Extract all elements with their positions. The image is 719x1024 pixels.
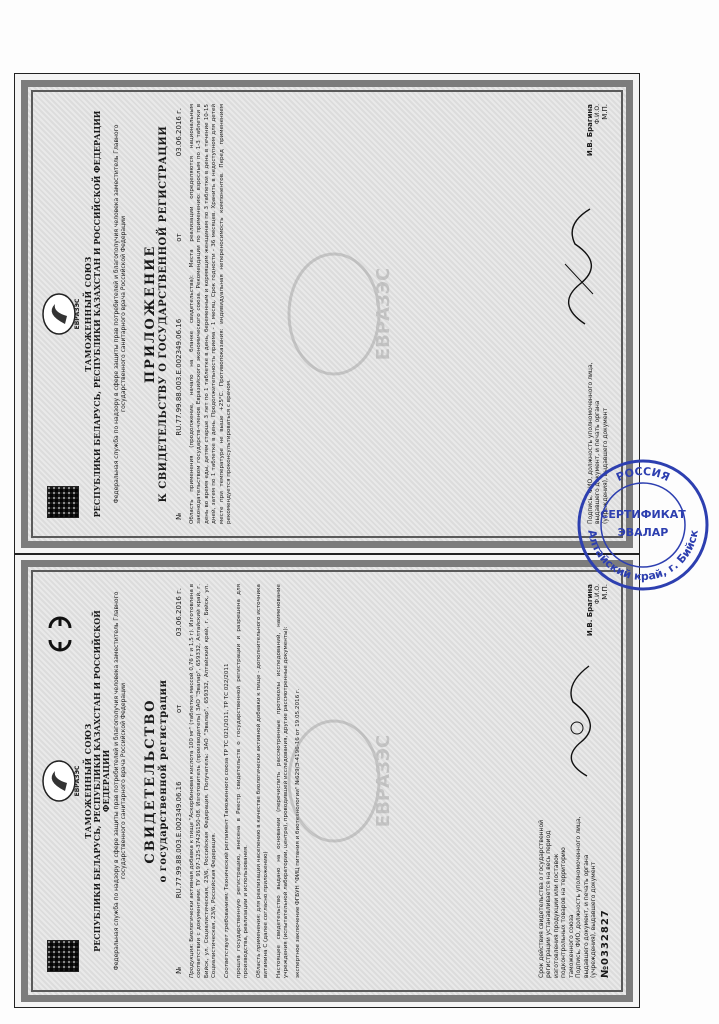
- reg-number: RU.77.99.88.003.E.002349.06.16: [175, 781, 183, 899]
- conformity-text: Технический регламент Таможенного союза ТР ТС 021/2011, ТР ТС 022/2011: [223, 663, 230, 891]
- appendix-certificate: [21, 80, 633, 548]
- basis-text: Настоящее свидетельство выдано на основании (перечислить рассмотренные протоколы исследований, наименование учреждения (испытательной лаборатории, центра), проводившей исследования, другие рассмотренные документы):: [275, 584, 290, 978]
- issuing-service: Федеральная служба по надзору в сфере защиты прав потребителей и благополучия человека заместитель Главного государственного санитарного врача Российской Федерации: [113, 591, 127, 971]
- product-description: Биологически активная добавка к пище "Аскорбиновая кислота 100 мг" (таблетки массой 0,76 г и 1,5 г). Изготовлена в соответствии с документами: ТУ 9197-125-37426150-08. Изготовитель (производитель) ЗАО "Эвалар", 659332, Алтайский край, г. Бийск, ул. Социалистическая, 23/6, Российская Федерация. Получатель: ЗАО "Эвалар", 659332, Алтайский край, г. Бийск, ул. Социалистическая, 23/6, Российская Федерация.: [189, 583, 218, 978]
- member-states: РЕСПУБЛИКИ БЕЛАРУСЬ, РЕСПУБЛИКИ КАЗАХСТАН И РОССИЙСКОЙ ФЕДЕРАЦИИ: [92, 610, 111, 952]
- seal-place: М.П.: [600, 104, 609, 120]
- reg-from: от: [175, 704, 183, 714]
- stamp-top-text: РОССИЯ: [614, 464, 672, 485]
- reg-date: 03.06.2016 г.: [175, 108, 183, 157]
- signer-block: [587, 584, 610, 704]
- reg-number: RU.77.99.88.003.E.002349.06.16: [175, 318, 183, 436]
- signer-name: И.В. Брагина: [585, 104, 594, 157]
- eac-mark-icon: [47, 614, 73, 654]
- product-block: [189, 584, 219, 978]
- document-title: СВИДЕТЕЛЬСТВО: [143, 698, 158, 864]
- validity-text: Срок действия свидетельства о государственной регистрации устанавливается на весь период изготовления продукции или поставок подконтрольных товаров на территорию таможенного союза: [537, 819, 575, 978]
- main-certificate: [21, 560, 633, 1002]
- issuing-service: Федеральная служба по надзору в сфере защиты прав потребителей и благополучия человека заместитель Главного государственного санитарного врача Российской Федерации: [113, 124, 127, 504]
- appendix-page: [31, 90, 623, 538]
- eurasec-emblem-icon: [41, 290, 81, 338]
- signer-block: [587, 104, 610, 224]
- member-states: РЕСПУБЛИКИ БЕЛАРУСЬ, РЕСПУБЛИКИ КАЗАХСТАН И РОССИЙСКОЙ ФЕДЕРАЦИИ: [92, 110, 102, 518]
- reg-from: от: [175, 233, 183, 242]
- page-split-line: [14, 553, 640, 555]
- reg-date: 03.06.2016 г.: [175, 588, 183, 637]
- registration-line: [175, 588, 183, 974]
- qr-code-icon: [47, 940, 79, 972]
- document-title: ПРИЛОЖЕНИЕ: [143, 244, 158, 384]
- conformity-label: Соответствует требованиям:: [223, 891, 230, 978]
- signer-fio-caption: Ф.И.О.: [594, 104, 601, 125]
- union-title: ТАМОЖЕННЫЙ СОЮЗ: [83, 256, 93, 372]
- appendix-body: Область применения (продолжение, начало на бланке свидетельства): Места реализации определяются национальным законодательством государств-членов Евразийского экономического союза. Рекомендации по применению: взрослым по 1-3 таблетки в день во время еды, детям старше 3 лет по 1 таблетке в день, беременным и кормящим женщинам по 3 таблетки в день в течение 10-15 дней, затем по 1 таблетке в день. Продолжительность приема - 1 месяц. Срок годности - 36 месяцев. Хранить в недоступном для детей месте при температуре не выше +25°С. Противопоказания: индивидуальная непереносимость компонентов. Перед применением рекомендуется проконсультироваться с врачом.: [189, 104, 233, 524]
- document-subtitle: К СВИДЕТЕЛЬСТВУ О ГОСУДАРСТВЕННОЙ РЕГИСТРАЦИИ: [158, 125, 169, 503]
- certificate-body: [189, 584, 303, 978]
- stamp-inner-text: СЕРТИФИКАТ: [600, 508, 686, 521]
- footer-left-block: [538, 808, 610, 978]
- product-label: Продукция:: [189, 943, 195, 978]
- company-round-stamp: [576, 458, 710, 592]
- watermark-emblem-icon: [279, 239, 399, 389]
- union-title: ТАМОЖЕННЫЙ СОЮЗ: [83, 723, 93, 839]
- appendix-header: [41, 104, 137, 524]
- reg-prefix: №: [175, 966, 183, 974]
- eurasec-emblem-icon: [41, 757, 81, 805]
- seal-place: М.П.: [600, 584, 609, 600]
- scope-block: [256, 584, 271, 978]
- watermark-text: ЕВРАЗЭС: [372, 267, 394, 361]
- certificate-page: [31, 570, 623, 992]
- emblem-caption: ЕВРАЗЭС: [74, 765, 81, 797]
- reg-prefix: №: [175, 512, 183, 520]
- certificate-footer: [539, 584, 609, 978]
- signer-name: И.В. Брагина: [585, 584, 594, 637]
- signatory-caption: Подпись, ФИО, должность уполномоченного лица, выдавшего документ, и печать органа (учреждения), выдавшего документ: [586, 362, 609, 524]
- stamp-bottom-text: Алтайский край, г. Бийск: [585, 528, 701, 584]
- document-subtitle: о государственной регистрации: [158, 679, 169, 883]
- expert-conclusion: экспертное заключение ФГБУН "ФИЦ питания и биотехнологии" №629/Э-4196-16 от 19.05.2016 г.: [295, 688, 302, 978]
- emblem-caption: ЕВРАЗЭС: [74, 298, 81, 330]
- conformity-block: [224, 584, 231, 978]
- registration-text: прошла государственную регистрацию, внесена в Реестр свидетельств о государственной регистрации и разрешена для производства, реализации и использования.: [236, 584, 250, 978]
- signer-fio-caption: Ф.И.О.: [594, 584, 601, 605]
- certificate-header: [41, 584, 137, 978]
- watermark-text: ЕВРАЗЭС: [372, 734, 394, 828]
- serial-number: №0332827: [599, 909, 611, 978]
- scope-text: для реализации населению в качестве биологически активной добавки к пище - дополнительного источника витамина С (далее согласно приложению): [255, 584, 270, 978]
- registration-line: [175, 108, 183, 520]
- stamp-center-text: ЭВАЛАР: [617, 526, 669, 539]
- signatory-caption: Подпись, ФИО, должность уполномоченного лица, выдавшего документ, и печать органа (учреждения), выдавшего документ: [575, 816, 597, 978]
- qr-code-icon: [47, 486, 79, 518]
- scope-label: Область применения:: [255, 913, 262, 978]
